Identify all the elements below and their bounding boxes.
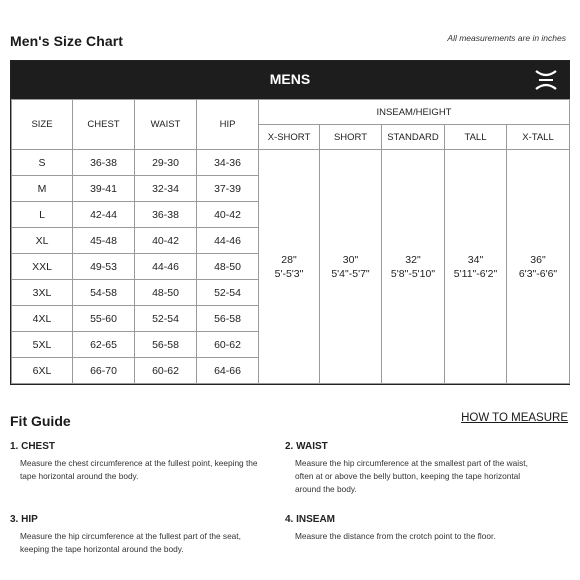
inseam-x-tall bbox=[507, 150, 570, 384]
fit-item-inseam bbox=[285, 514, 547, 543]
waist-cell: 29-30 bbox=[135, 150, 197, 176]
page-title: Men's Size Chart bbox=[10, 33, 124, 49]
fit-guide-title: Fit Guide bbox=[10, 413, 71, 429]
fit-item-description bbox=[10, 530, 272, 556]
header-inseam-height: INSEAM/HEIGHT bbox=[259, 100, 570, 125]
waist-cell: 48-50 bbox=[135, 280, 197, 306]
size-cell: XL bbox=[12, 228, 73, 254]
height-range: 5'11"-6'2" bbox=[453, 267, 498, 280]
height-range: 5'8"-5'10" bbox=[390, 267, 436, 280]
chest-cell: 54-58 bbox=[73, 280, 135, 306]
size-cell: S bbox=[12, 150, 73, 176]
hip-cell: 64-66 bbox=[197, 358, 259, 384]
size-cell: 4XL bbox=[12, 306, 73, 332]
hip-cell: 48-50 bbox=[197, 254, 259, 280]
hip-cell: 37-39 bbox=[197, 176, 259, 202]
fit-item-title: 2. WAIST bbox=[285, 441, 328, 452]
waist-cell: 52-54 bbox=[135, 306, 197, 332]
inseam-x-short bbox=[259, 150, 320, 384]
chest-cell: 42-44 bbox=[73, 202, 135, 228]
header-x-tall: X-TALL bbox=[507, 125, 570, 150]
chest-cell: 49-53 bbox=[73, 254, 135, 280]
size-cell: 5XL bbox=[12, 332, 73, 358]
header-size: SIZE bbox=[12, 100, 73, 150]
description-line: around the body. bbox=[295, 484, 357, 494]
chest-cell: 45-48 bbox=[73, 228, 135, 254]
fit-item-title: 3. HIP bbox=[10, 514, 38, 525]
inseam-value: 32" bbox=[405, 253, 421, 266]
waist-cell: 40-42 bbox=[135, 228, 197, 254]
inseam-tall bbox=[445, 150, 507, 384]
size-cell: 6XL bbox=[12, 358, 73, 384]
header-short: SHORT bbox=[320, 125, 382, 150]
size-table bbox=[11, 99, 570, 384]
chest-cell: 66-70 bbox=[73, 358, 135, 384]
hip-cell: 60-62 bbox=[197, 332, 259, 358]
description-line: tape horizontal around the body. bbox=[20, 471, 139, 481]
fit-item-title: 4. INSEAM bbox=[285, 514, 336, 525]
size-cell: XXL bbox=[12, 254, 73, 280]
waist-cell: 56-58 bbox=[135, 332, 197, 358]
waist-cell: 32-34 bbox=[135, 176, 197, 202]
fit-item-chest bbox=[10, 441, 272, 483]
header-tall: TALL bbox=[445, 125, 507, 150]
hip-cell: 52-54 bbox=[197, 280, 259, 306]
size-cell: 3XL bbox=[12, 280, 73, 306]
description-line: Measure the hip circumference at the fullest part of the seat, bbox=[20, 531, 241, 541]
chest-cell: 36-38 bbox=[73, 150, 135, 176]
size-cell: L bbox=[12, 202, 73, 228]
fit-item-hip bbox=[10, 514, 272, 556]
inseam-value: 36" bbox=[530, 253, 546, 266]
header-standard: STANDARD bbox=[382, 125, 445, 150]
description-line: Measure the chest circumference at the fullest point, keeping the bbox=[20, 458, 258, 468]
how-to-measure-link[interactable]: HOW TO MEASURE bbox=[461, 412, 568, 424]
table-row bbox=[12, 150, 570, 176]
chest-cell: 39-41 bbox=[73, 176, 135, 202]
description-line: keeping the tape horizontal around the body. bbox=[20, 544, 184, 554]
measurements-note: All measurements are in inches bbox=[447, 33, 566, 43]
table-banner bbox=[11, 61, 569, 99]
header-chest: CHEST bbox=[73, 100, 135, 150]
size-cell: M bbox=[12, 176, 73, 202]
hip-cell: 34-36 bbox=[197, 150, 259, 176]
brand-logo-icon bbox=[534, 68, 558, 92]
fit-item-title: 1. CHEST bbox=[10, 441, 56, 452]
fit-item-description bbox=[10, 457, 272, 483]
waist-cell: 44-46 bbox=[135, 254, 197, 280]
inseam-value: 28" bbox=[281, 253, 297, 266]
chest-cell: 62-65 bbox=[73, 332, 135, 358]
height-range: 5'4"-5'7" bbox=[331, 267, 370, 280]
fit-item-description bbox=[285, 530, 547, 543]
height-range: 6'3"-6'6" bbox=[518, 267, 558, 280]
hip-cell: 56-58 bbox=[197, 306, 259, 332]
header-x-short: X-SHORT bbox=[259, 125, 320, 150]
height-range: 5'-5'3" bbox=[274, 267, 304, 280]
chest-cell: 55-60 bbox=[73, 306, 135, 332]
inseam-value: 34" bbox=[467, 253, 484, 266]
fit-item-description bbox=[285, 457, 547, 496]
inseam-short bbox=[320, 150, 382, 384]
waist-cell: 36-38 bbox=[135, 202, 197, 228]
header-waist: WAIST bbox=[135, 100, 197, 150]
size-chart-table bbox=[10, 60, 570, 385]
description-line: Measure the hip circumference at the smallest part of the waist, bbox=[295, 458, 528, 468]
hip-cell: 40-42 bbox=[197, 202, 259, 228]
description-line: Measure the distance from the crotch point to the floor. bbox=[295, 531, 496, 541]
hip-cell: 44-46 bbox=[197, 228, 259, 254]
inseam-value: 30" bbox=[342, 253, 359, 266]
waist-cell: 60-62 bbox=[135, 358, 197, 384]
header-hip: HIP bbox=[197, 100, 259, 150]
inseam-standard bbox=[382, 150, 445, 384]
banner-title: MENS bbox=[269, 71, 311, 87]
description-line: often at or above the belly button, keeping the tape horizontal bbox=[295, 471, 521, 481]
fit-item-waist bbox=[285, 441, 547, 496]
